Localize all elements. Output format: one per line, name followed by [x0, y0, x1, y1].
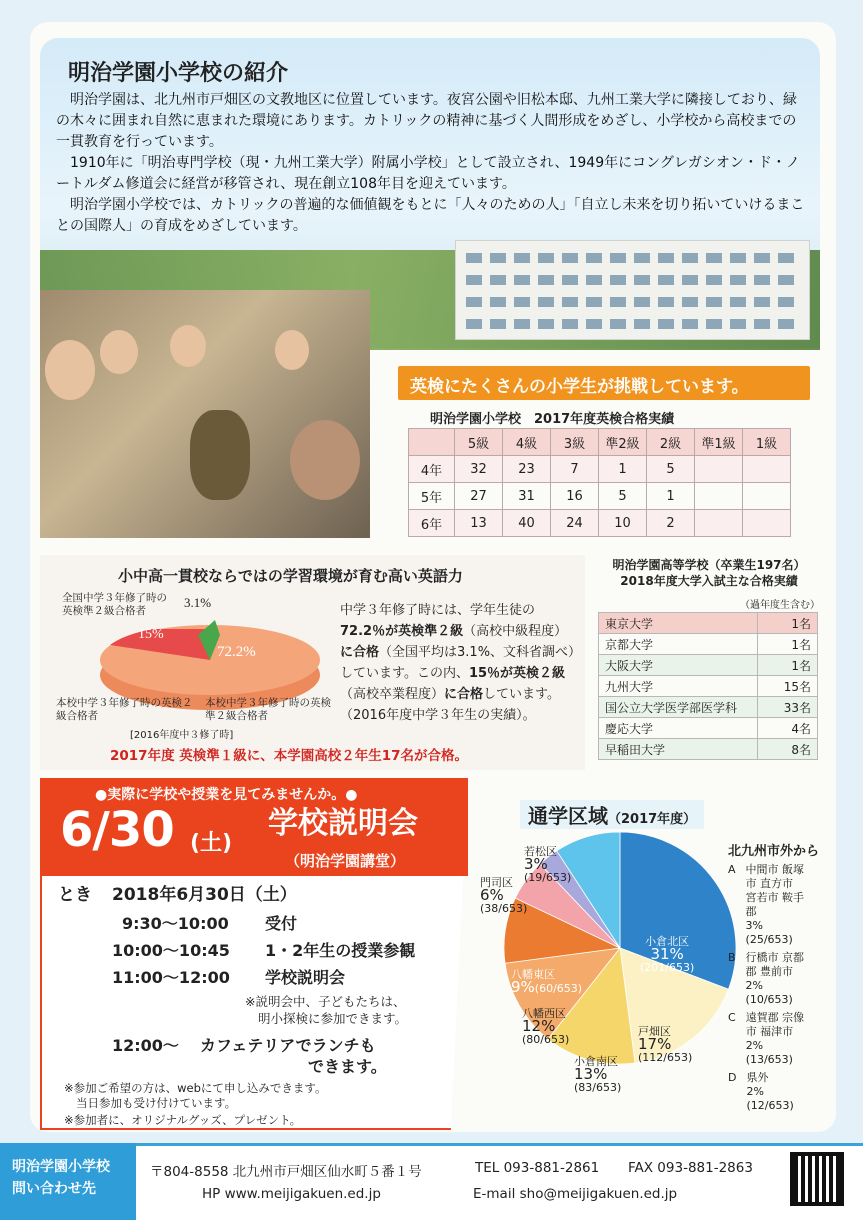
- header-cell: 3級: [551, 429, 599, 456]
- window: [658, 253, 674, 263]
- intro-paragraph: 明治学園小学校では、カトリックの普遍的な価値観をもとに「人々のための人」「自立し未来を切り拓いていけるまことの国際人」の育成をめざしています。: [56, 197, 805, 234]
- cell: 8名: [758, 739, 818, 760]
- text: 中学３年修了時には、学年生徒の: [340, 603, 536, 618]
- text: （全国平均は3.1%、文科省調べ）しています。この内、: [340, 645, 575, 681]
- header-cell: 5級: [455, 429, 503, 456]
- homepage-link[interactable]: HP www.meijigakuen.ed.jp: [202, 1186, 381, 1202]
- window: [658, 297, 674, 307]
- schedule-time: 9:30〜10:00: [122, 914, 229, 933]
- window: [682, 319, 698, 329]
- english-section-title: 小中高一貫校ならではの学習環境が育む高い英語力: [118, 567, 463, 585]
- kids-note: ※説明会中、子どもたちは、: [245, 994, 406, 1009]
- lunch-time: 12:00〜: [112, 1036, 179, 1055]
- school-building-image: [455, 240, 810, 340]
- outside-group: [728, 1011, 819, 1067]
- window: [754, 253, 770, 263]
- count: (12/653): [746, 1099, 794, 1112]
- window: [562, 275, 578, 285]
- cell: 33名: [758, 697, 818, 718]
- key: A: [728, 863, 736, 876]
- window: [754, 319, 770, 329]
- event-weekday: (土): [190, 831, 233, 856]
- window: [610, 275, 626, 285]
- cell: 6年: [409, 510, 455, 537]
- eiken-banner: 英検にたくさんの小学生が挑戦しています。: [398, 366, 810, 400]
- window: [562, 253, 578, 263]
- count: (10/653): [745, 993, 793, 1006]
- slice-label: [511, 968, 582, 995]
- count: (201/653): [640, 961, 695, 974]
- header-cell: [409, 429, 455, 456]
- window: [538, 297, 554, 307]
- cell: 10: [599, 510, 647, 537]
- cell: [743, 510, 791, 537]
- intro-paragraph: 1910年に「明治専門学校（現・九州工業大学）附属小学校」として設立され、1949年にコングレガシオン・ド・ノートルダム修道会に経営が移管され、現在創立108年目を迎えています。: [56, 155, 800, 192]
- event-details: [40, 876, 468, 1136]
- window: [706, 297, 722, 307]
- table-row: [409, 483, 791, 510]
- window: [466, 297, 482, 307]
- name: 小倉北区: [645, 935, 690, 948]
- window: [634, 297, 650, 307]
- pct: 3%: [745, 919, 763, 932]
- title: 通学区域: [528, 804, 608, 828]
- cell: 32: [455, 456, 503, 483]
- title: 2018年度大学入試主な合格実績: [620, 574, 798, 588]
- text: に合格: [444, 687, 484, 702]
- window: [634, 275, 650, 285]
- cell: 13: [455, 510, 503, 537]
- table-row: [599, 613, 818, 634]
- national-pct: 3.1%: [184, 595, 212, 610]
- eiken-results-table: [408, 428, 791, 537]
- window: [706, 319, 722, 329]
- name: 戸畑区: [638, 1025, 671, 1038]
- cell: 1: [647, 483, 695, 510]
- places: 遠賀郡 宗像市 福津市: [745, 1011, 805, 1038]
- window: [562, 297, 578, 307]
- year: （2017年度）: [608, 812, 697, 827]
- window: [538, 253, 554, 263]
- intro-title: 明治学園小学校の紹介: [68, 61, 289, 86]
- header-cell: 準2級: [599, 429, 647, 456]
- name: 八幡西区: [522, 1007, 566, 1020]
- cell: 5: [647, 456, 695, 483]
- table-row: [599, 739, 818, 760]
- header-cell: 4級: [503, 429, 551, 456]
- pct: 2%: [745, 979, 763, 992]
- window: [514, 253, 530, 263]
- lunch-text: カフェテリアでランチも: [200, 1036, 376, 1055]
- places: 中間市 飯塚市 直方市 宮若市 鞍手郡: [745, 863, 805, 918]
- window: [778, 319, 794, 329]
- window: [658, 275, 674, 285]
- outside-city-legend: [728, 845, 819, 1113]
- when-date: 2018年6月30日（土）: [112, 885, 297, 905]
- header-cell: 1級: [743, 429, 791, 456]
- cell: 27: [455, 483, 503, 510]
- count: (13/653): [745, 1053, 793, 1066]
- pct: 2%: [746, 1085, 764, 1098]
- table-row: [409, 510, 791, 537]
- cell: 31: [503, 483, 551, 510]
- key: D: [728, 1071, 737, 1084]
- english-description: [340, 600, 580, 726]
- window: [466, 319, 482, 329]
- slice-label: [480, 876, 527, 915]
- window: [514, 275, 530, 285]
- cell: 23: [503, 456, 551, 483]
- schedule-item: 受付: [265, 914, 298, 933]
- cell: 24: [551, 510, 599, 537]
- window: [562, 319, 578, 329]
- address: 〒804-8558 北九州市戸畑区仙水町５番１号: [150, 1164, 422, 1180]
- when-label: とき: [58, 885, 92, 905]
- cell: 九州大学: [599, 676, 758, 697]
- text: （高校卒業程度）: [340, 687, 445, 702]
- window: [586, 319, 602, 329]
- header-cell: 準1級: [695, 429, 743, 456]
- window: [778, 297, 794, 307]
- count: (38/653): [480, 902, 528, 915]
- schedule-item: 1・2年生の授業参観: [265, 941, 416, 960]
- window: [490, 275, 506, 285]
- slice-label: [638, 1025, 692, 1064]
- table-row: [599, 634, 818, 655]
- contact-label: [0, 1143, 136, 1220]
- text: 72.2％が英検準２級: [340, 624, 464, 639]
- window: [466, 253, 482, 263]
- name: 若松区: [524, 845, 557, 858]
- window: [658, 319, 674, 329]
- national-label: 全国中学３年修了時の英検準２級合格者: [62, 592, 167, 617]
- table-row: [599, 676, 818, 697]
- pct: 9%: [511, 978, 535, 996]
- cell: 大阪大学: [599, 655, 758, 676]
- cell: 1: [599, 456, 647, 483]
- university-subnote: （過年度生含む）: [740, 600, 820, 611]
- window: [490, 297, 506, 307]
- gift-note: ※参加者に、オリジナルグッズ、プレゼント。: [64, 1113, 302, 1127]
- pct: 12%: [522, 1017, 556, 1035]
- classroom-photo: [40, 290, 370, 538]
- window: [610, 253, 626, 263]
- pct: 2%: [745, 1039, 764, 1052]
- cell: 京都大学: [599, 634, 758, 655]
- window: [538, 319, 554, 329]
- cell: 7: [551, 456, 599, 483]
- cell: 1名: [758, 655, 818, 676]
- cell: 東京大学: [599, 613, 758, 634]
- table-row: [599, 697, 818, 718]
- window: [754, 275, 770, 285]
- key: C: [728, 1011, 736, 1024]
- window: [706, 275, 722, 285]
- window: [586, 297, 602, 307]
- pct: 17%: [638, 1035, 672, 1053]
- district-title: [520, 800, 704, 829]
- window: [730, 253, 746, 263]
- event-venue: （明治学園講堂）: [285, 852, 406, 870]
- slice-label: [574, 1055, 621, 1094]
- places: 行橋市 京都郡 豊前市: [745, 951, 805, 978]
- cell: 15名: [758, 676, 818, 697]
- text: （高校中級程度）: [463, 624, 568, 639]
- cell: 早稲田大学: [599, 739, 758, 760]
- cell: 5: [599, 483, 647, 510]
- pct: 13%: [574, 1065, 608, 1083]
- schedule-time: 11:00〜12:00: [112, 968, 230, 987]
- pct: 6%: [480, 886, 504, 904]
- title: 明治学園高等学校（卒業生197名）: [612, 558, 806, 572]
- fax: FAX 093-881-2863: [628, 1160, 753, 1176]
- window: [538, 275, 554, 285]
- cell: [743, 483, 791, 510]
- email-link[interactable]: E-mail sho@meijigakuen.ed.jp: [473, 1186, 678, 1202]
- count: (60/653): [534, 982, 583, 995]
- window: [586, 275, 602, 285]
- window: [730, 297, 746, 307]
- name: 八幡東区: [511, 968, 555, 981]
- count: (80/653): [522, 1033, 570, 1046]
- cell: 16: [551, 483, 599, 510]
- key: B: [728, 951, 736, 964]
- window: [490, 253, 506, 263]
- text: に合格: [340, 645, 380, 660]
- event-date: 6/30: [60, 802, 174, 858]
- text: 15％が英検２級: [468, 666, 566, 681]
- slice-label: [640, 935, 694, 974]
- cell: 国公立大学医学部医学科: [599, 697, 758, 718]
- window: [730, 275, 746, 285]
- window: [490, 319, 506, 329]
- event-invite: ●実際に学校や授業を見てみませんか。●: [95, 787, 358, 803]
- outside-group: [728, 863, 819, 947]
- outside-group: [728, 951, 819, 1007]
- tel: TEL 093-881-2861: [475, 1160, 600, 1176]
- name: 小倉南区: [574, 1055, 618, 1068]
- intro-paragraph: 明治学園は、北九州市戸畑区の文教地区に位置しています。夜宮公園や旧松本邸、九州工業大学に隣接しており、緑の木々に囲まれ自然に恵まれた環境にあります。カトリックの精神に基づく人間形成をめざし、小学校から高校までの一貫教育を行っています。: [56, 92, 797, 150]
- qr-code-icon[interactable]: [790, 1152, 844, 1206]
- table-header-row: [409, 429, 791, 456]
- pct: 31%: [650, 945, 684, 963]
- cell: 慶応大学: [599, 718, 758, 739]
- slice-label: [522, 1007, 569, 1046]
- cell: [743, 456, 791, 483]
- cell: 2: [647, 510, 695, 537]
- window: [706, 253, 722, 263]
- window: [586, 253, 602, 263]
- window: [730, 319, 746, 329]
- pct: 3%: [524, 855, 548, 873]
- cell: 1名: [758, 613, 818, 634]
- table-row: [599, 718, 818, 739]
- name: 門司区: [480, 876, 513, 889]
- window: [682, 253, 698, 263]
- table-row: [599, 655, 818, 676]
- text: しています。: [483, 687, 560, 702]
- pre2-pct: 72.2%: [217, 644, 256, 660]
- eiken-caption: 明治学園小学校 2017年度英検合格実績: [430, 412, 675, 427]
- event-title: 学校説明会: [268, 806, 418, 841]
- window: [682, 275, 698, 285]
- window: [778, 253, 794, 263]
- cell: 4年: [409, 456, 455, 483]
- window: [514, 319, 530, 329]
- window: [634, 319, 650, 329]
- cell: 40: [503, 510, 551, 537]
- window: [778, 275, 794, 285]
- window: [610, 297, 626, 307]
- count: (83/653): [574, 1081, 622, 1094]
- label: 問い合わせ先: [12, 1181, 96, 1197]
- apply-note: 当日参加も受け付けています。: [76, 1096, 237, 1110]
- count: (25/653): [745, 933, 793, 946]
- text: （2016年度中学３年生の実績）。: [340, 708, 536, 723]
- label: 明治学園小学校: [12, 1159, 110, 1175]
- cell: [695, 456, 743, 483]
- table-row: [409, 456, 791, 483]
- cell: 1名: [758, 634, 818, 655]
- event-header: [40, 778, 468, 876]
- count: (112/653): [638, 1051, 693, 1064]
- english-highlight: 2017年度 英検準１級に、本学園高校２年生17名が合格。: [110, 748, 469, 764]
- grade2-pct: 15%: [138, 627, 164, 642]
- cell: [695, 510, 743, 537]
- cell: 5年: [409, 483, 455, 510]
- outside-title: 北九州市外から: [728, 844, 820, 859]
- cell: 4名: [758, 718, 818, 739]
- window: [634, 253, 650, 263]
- lunch-text: できます。: [308, 1057, 387, 1076]
- slice-label: [524, 845, 571, 884]
- grade2-label: 本校中学３年修了時の英検２級合格者: [56, 697, 193, 722]
- cell: [695, 483, 743, 510]
- university-table: [598, 612, 818, 760]
- kids-note: 明小探検に参加できます。: [258, 1011, 408, 1026]
- pre2-label: 本校中学３年修了時の英検準２級合格者: [205, 697, 331, 722]
- pie-note: [2016年度中３修了時]: [130, 730, 234, 741]
- apply-note: ※参加ご希望の方は、webにて申し込みできます。: [64, 1081, 327, 1095]
- window: [754, 297, 770, 307]
- window: [466, 275, 482, 285]
- university-heading: [598, 557, 820, 589]
- header-cell: 2級: [647, 429, 695, 456]
- window: [514, 297, 530, 307]
- outside-group: [728, 1071, 819, 1113]
- window: [610, 319, 626, 329]
- window: [682, 297, 698, 307]
- schedule-item: 学校説明会: [265, 968, 346, 987]
- schedule-time: 10:00〜10:45: [112, 941, 230, 960]
- places: 県外: [746, 1071, 769, 1084]
- count: (19/653): [524, 871, 572, 884]
